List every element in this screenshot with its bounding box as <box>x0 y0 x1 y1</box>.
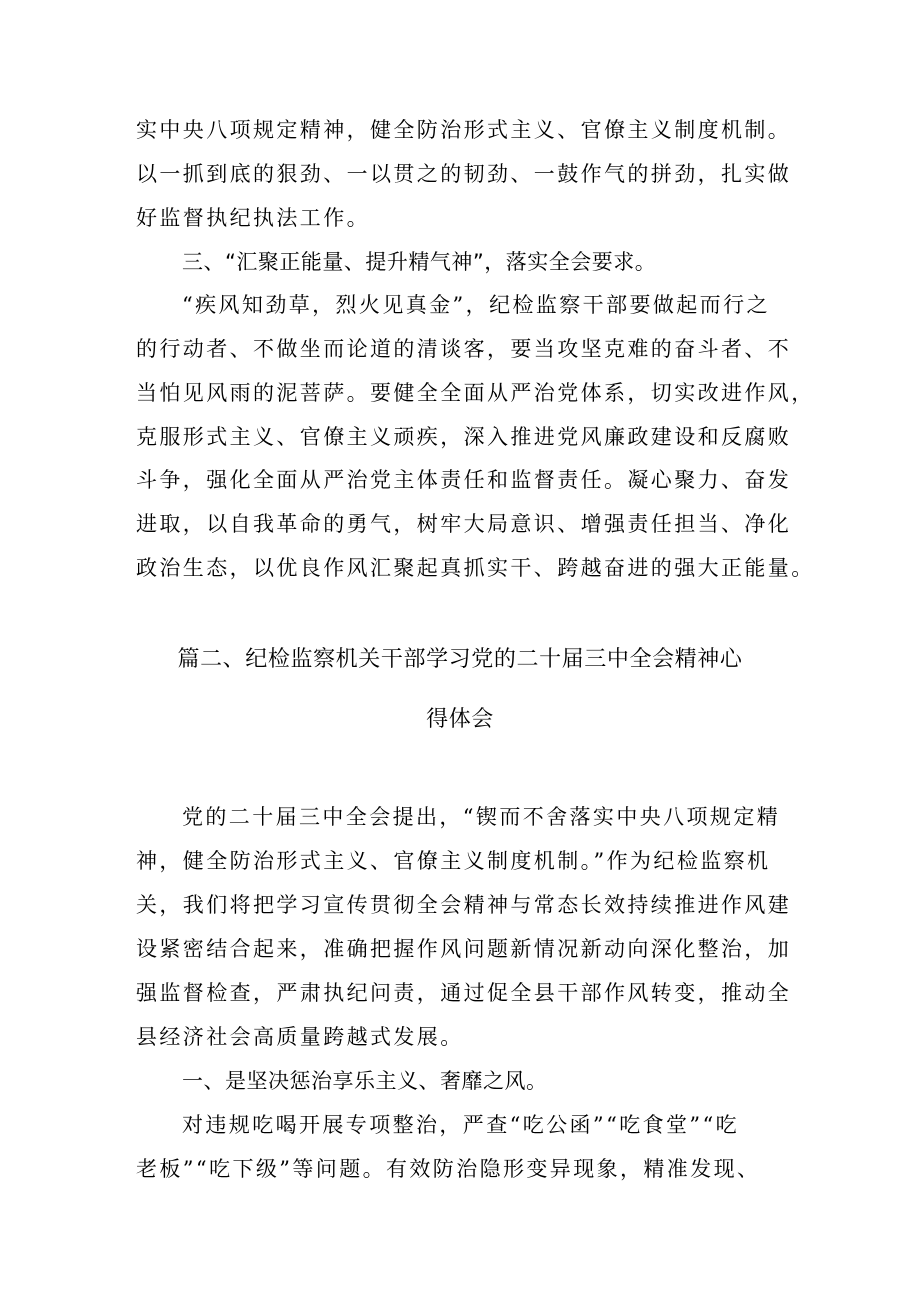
body-text-line: 关，我们将把学习宣传贯彻全会精神与常态长效持续推进作风建 <box>136 893 792 917</box>
body-text-line: 进取，以自我革命的勇气，树牢大局意识、增强责任担当、净化 <box>136 512 792 536</box>
body-text-line: 对违规吃喝开展专项整治，严查“吃公函”“吃食堂”“吃 <box>182 1113 740 1137</box>
body-text-line: 神，健全防治形式主义、官僚主义制度机制。”作为纪检监察机 <box>136 849 771 873</box>
section-heading-one: 一、是坚决惩治享乐主义、奢靡之风。 <box>182 1069 548 1093</box>
body-text-line: 好监督执纪执法工作。 <box>136 206 370 230</box>
body-text-line: 政治生态，以优良作风汇聚起真抓实干、跨越奋进的强大正能量。 <box>136 556 815 580</box>
body-text-line: 强监督检查，严肃执纪问责，通过促全县干部作风转变，推动全 <box>136 981 792 1005</box>
body-text-line: 设紧密结合起来，准确把握作风问题新情况新动向深化整治，加 <box>136 937 792 961</box>
body-text-line: 斗争，强化全面从严治党主体责任和监督责任。凝心聚力、奋发 <box>136 468 792 492</box>
section-heading-three: 三、“汇聚正能量、提升精气神”，落实全会要求。 <box>182 250 657 274</box>
article-title-line-2: 得体会 <box>426 707 494 732</box>
body-text-line: 党的二十届三中全会提出，“锲而不舍落实中央八项规定精 <box>182 805 781 829</box>
body-text-line: 老板”“吃下级”等问题。有效防治隐形变异现象，精准发现、 <box>136 1157 761 1181</box>
body-text-line: “疾风知劲草，烈火见真金”，纪检监察干部要做起而行之 <box>182 293 770 317</box>
body-text-line: 当怕见风雨的泥菩萨。要健全全面从严治党体系，切实改进作风， <box>136 381 815 405</box>
body-text-line: 以一抓到底的狠劲、一以贯之的韧劲、一鼓作气的拼劲，扎实做 <box>136 162 792 186</box>
body-text-line: 的行动者、不做坐而论道的清谈客，要当攻坚克难的奋斗者、不 <box>136 337 792 361</box>
body-text-line: 县经济社会高质量跨越式发展。 <box>136 1025 464 1049</box>
body-text-line: 实中央八项规定精神，健全防治形式主义、官僚主义制度机制。 <box>136 118 792 142</box>
article-title-line-1: 篇二、纪检监察机关干部学习党的二十届三中全会精神心 <box>177 647 743 672</box>
body-text-line: 克服形式主义、官僚主义顽疾，深入推进党风廉政建设和反腐败 <box>136 425 792 449</box>
